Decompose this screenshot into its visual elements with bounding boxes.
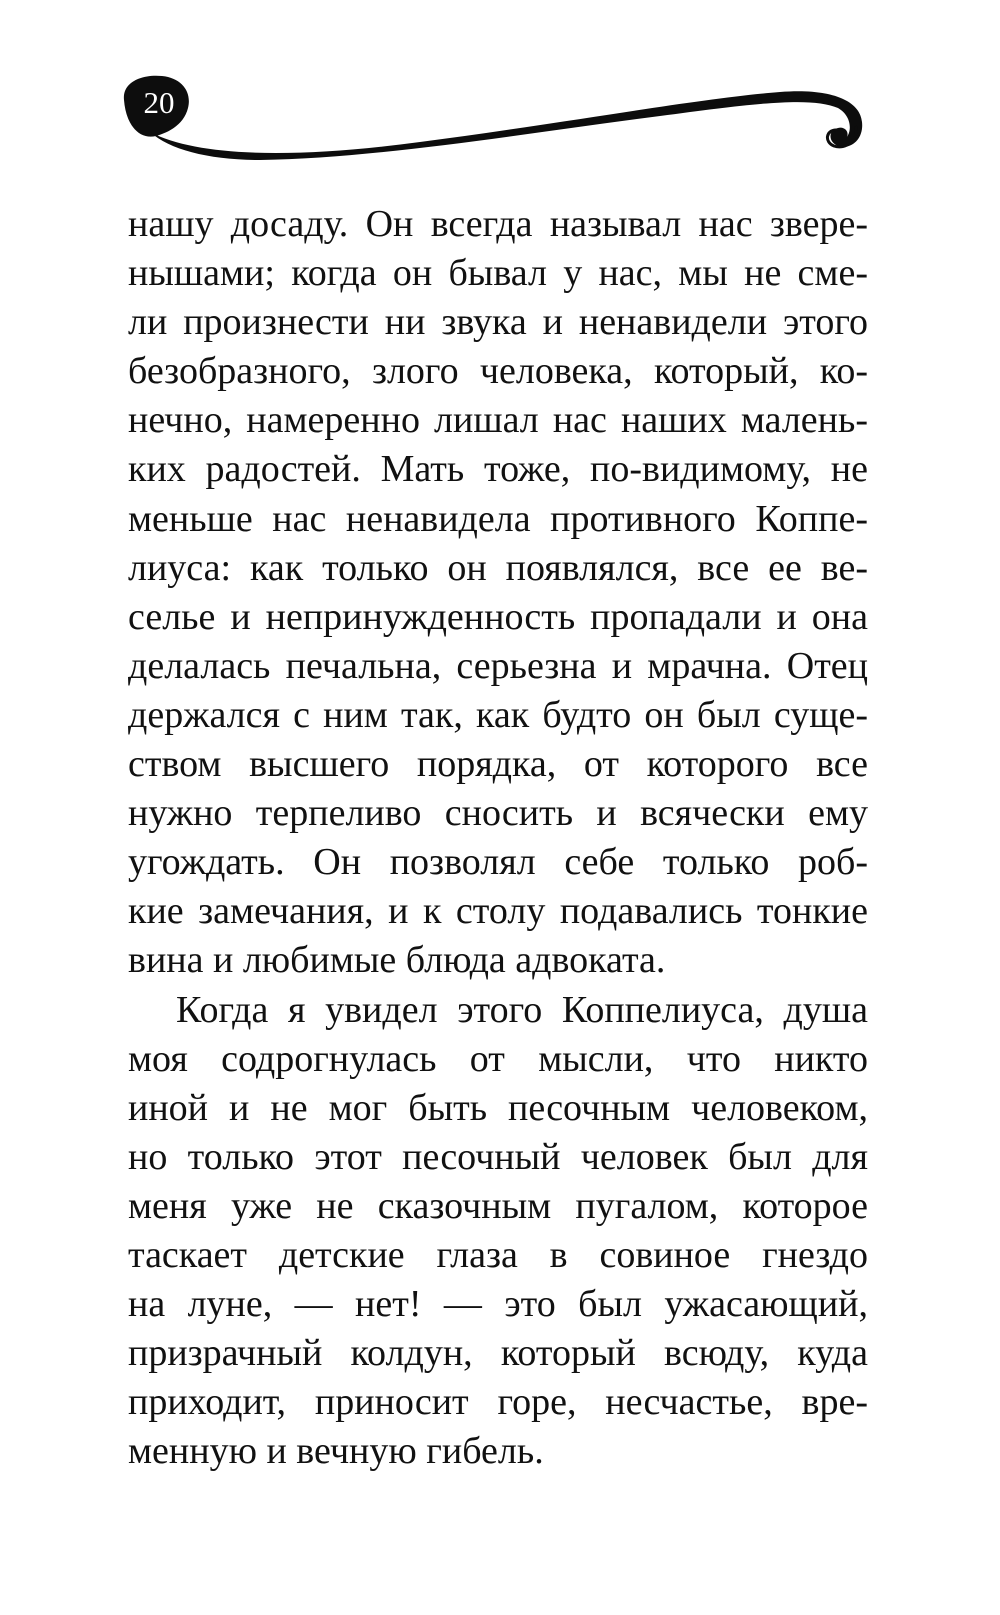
text-line: нечно, намеренно лишал нас наших малень- [128,399,868,442]
text-line: селье и непринужденность пропадали и она [128,595,868,638]
body-text [128,200,868,1476]
text-line: моя содрогнулась от мысли, что никто [128,1037,868,1080]
text-line: таскает детские глаза в совиное гнездо [128,1233,868,1276]
text-line: нашу досаду. Он всегда называл нас звере- [128,203,868,245]
text-line: вина и любимые блюда адвоката. [128,939,666,982]
text-line: меньше нас ненавидела противного Коппе- [128,497,868,540]
page-number: 20 [143,85,175,120]
page-header [0,0,1000,180]
text-line: лиуса: как только он появлялся, все ее ве- [128,546,868,589]
text-line: меня уже не сказочным пугалом, которое [128,1184,868,1227]
text-line: безобразного, злого человека, который, ко- [128,350,868,393]
text-line: нышами; когда он бывал у нас, мы не сме- [128,252,868,295]
text-line: менную и вечную гибель. [128,1430,544,1473]
text-line: ких радостей. Мать тоже, по-видимому, не [128,448,868,491]
paragraph-1 [128,200,868,986]
text-line: нужно терпеливо сносить и всячески ему [128,792,868,835]
text-line: на луне, — нет! — это был ужасающий, [128,1283,868,1326]
text-line: приходит, приносит горе, несчастье, вре- [128,1381,868,1424]
text-line: ли произнести ни звука и ненавидели этого [128,301,868,344]
text-line: угождать. Он позволял себе только роб- [128,841,868,884]
text-line: делалась печальна, серьезна и мрачна. Отец [128,644,868,687]
text-line: иной и не мог быть песочным человеком, [128,1086,868,1129]
text-line: кие замечания, и к столу подавались тонкие [128,890,868,933]
text-line: ством высшего порядка, от которого все [128,743,868,786]
paragraph-2 [128,986,868,1477]
text-line: держался с ним так, как будто он был суще- [128,693,868,736]
text-line: но только этот песочный человек был для [128,1135,868,1178]
text-line: призрачный колдун, который всюду, куда [128,1332,868,1375]
text-line: Когда я увидел этого Коппелиуса, душа [176,988,868,1031]
